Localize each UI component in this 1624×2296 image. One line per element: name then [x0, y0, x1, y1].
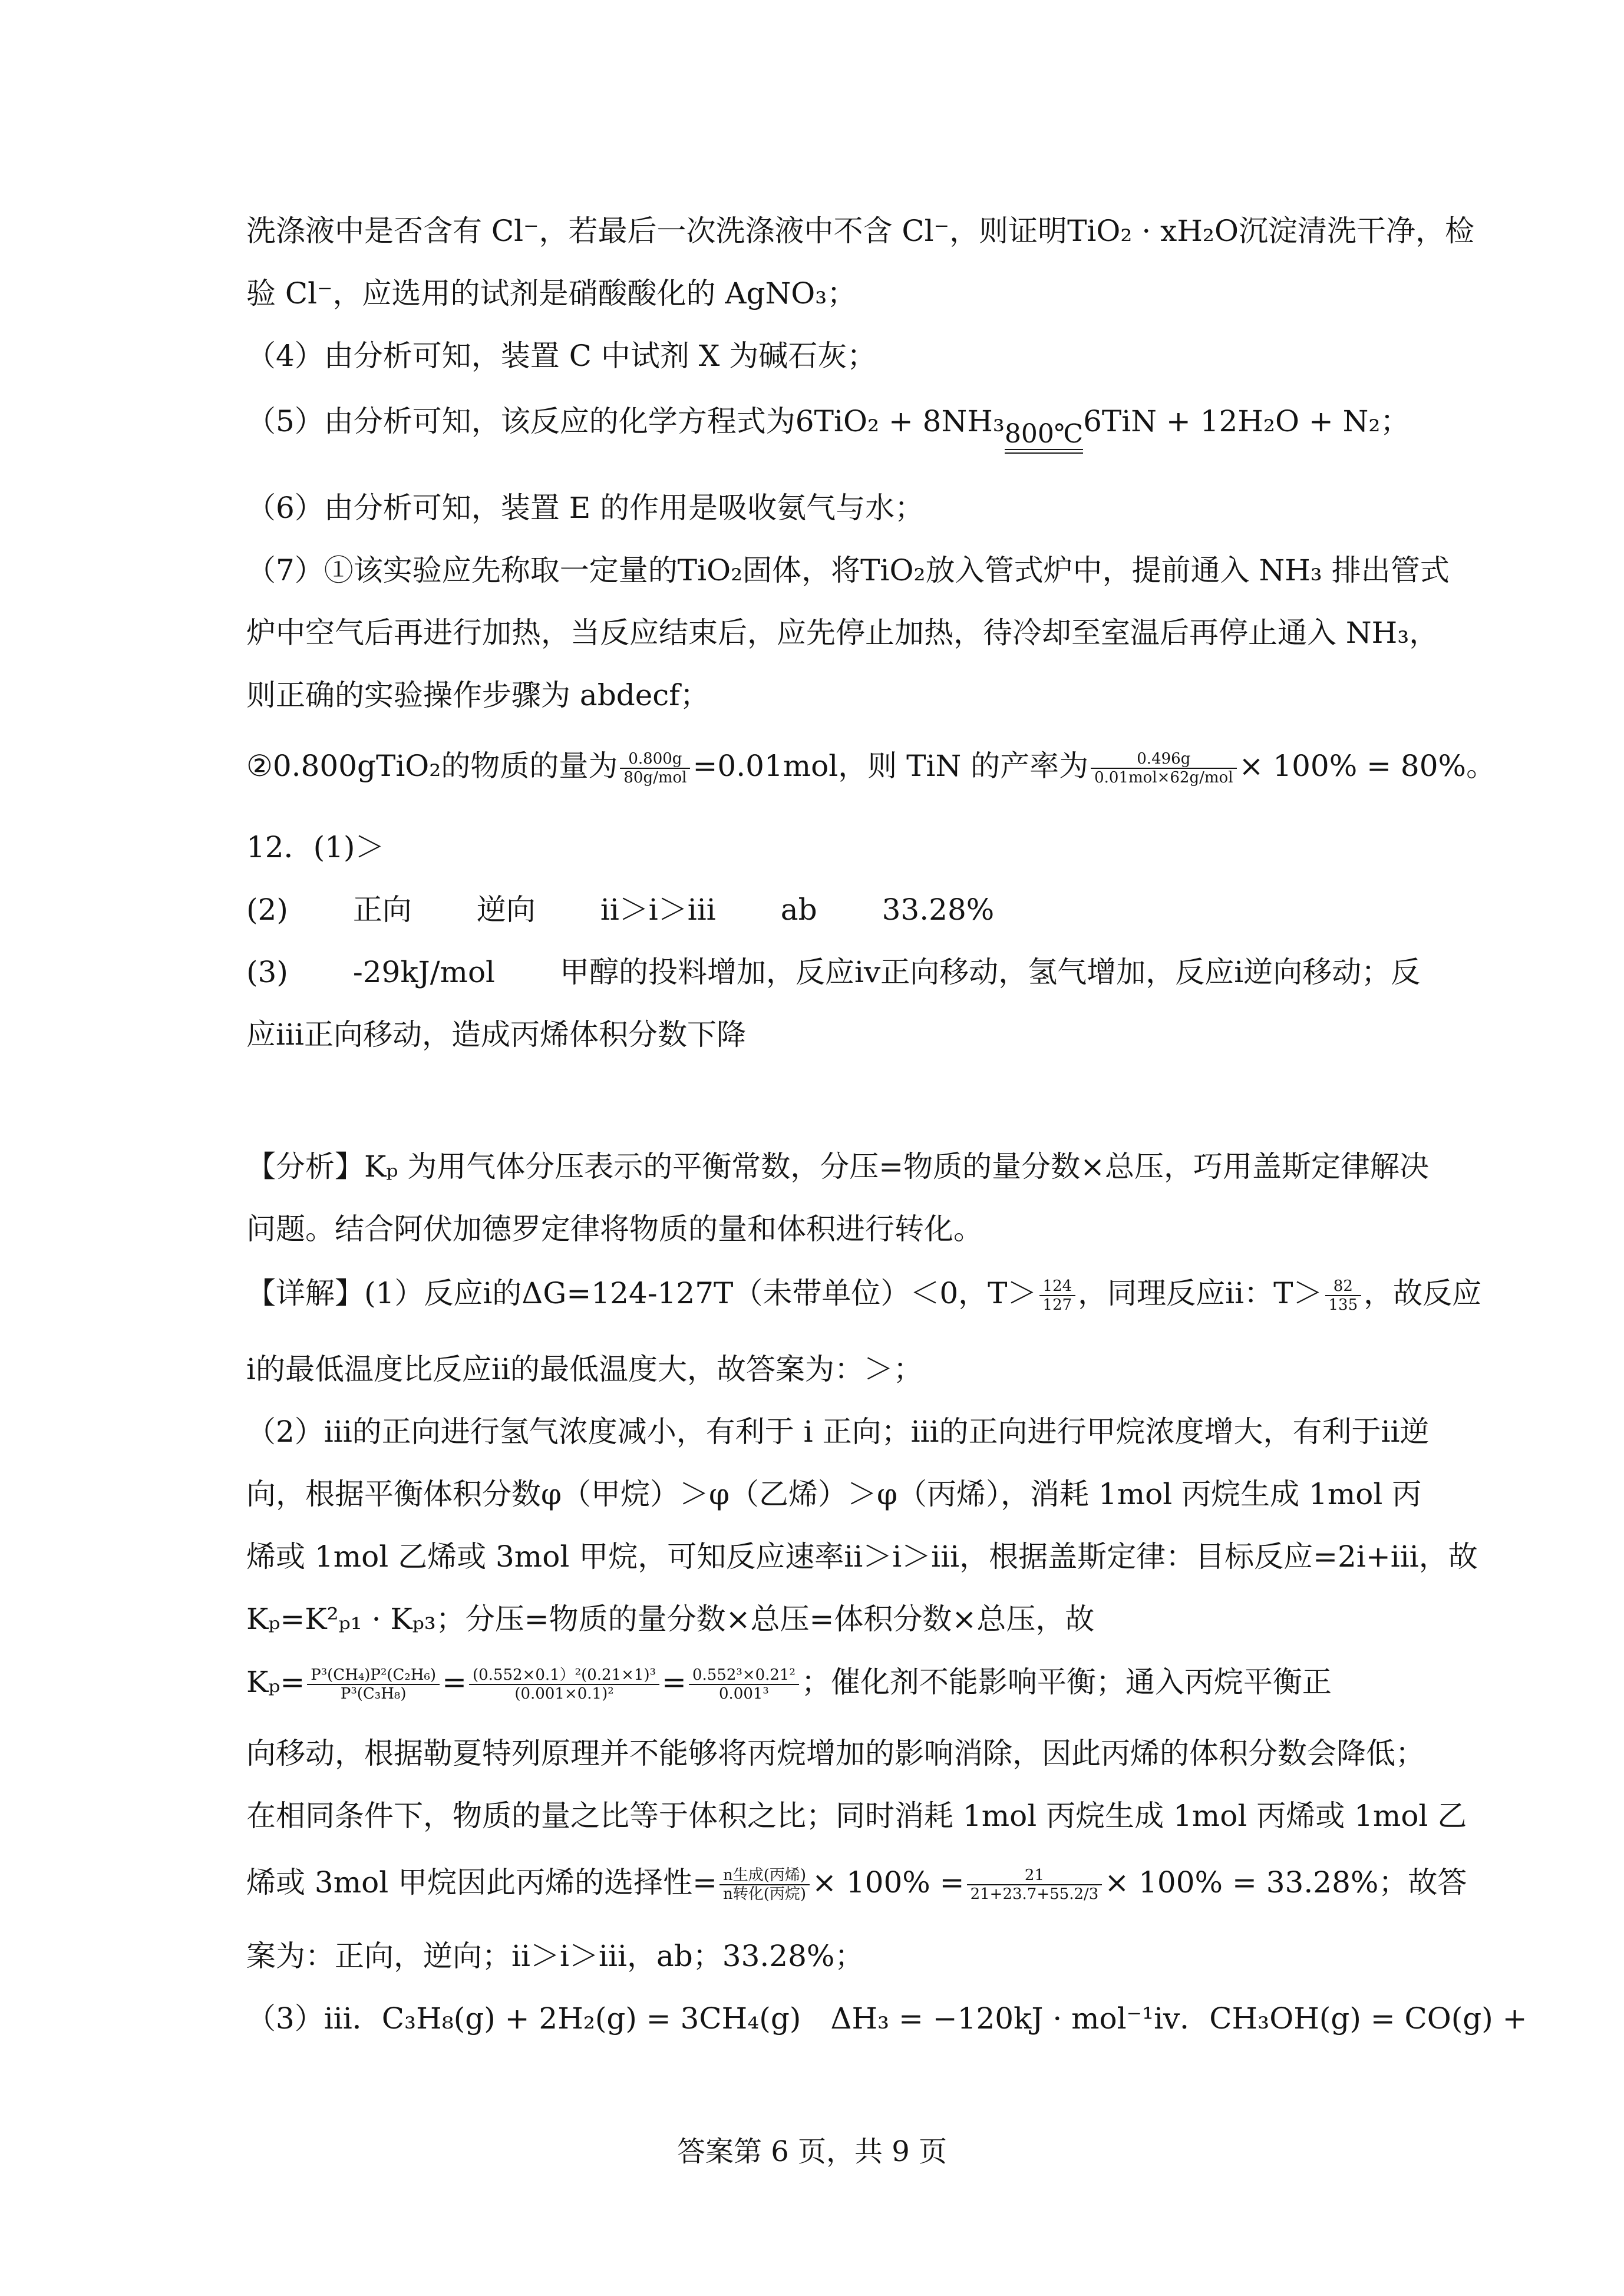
fraction: $\frac{\text{n生成(丙烯)}}{\text{n转化(丙烷)}}$ — [719, 1866, 810, 1903]
page-footer: 答案第 6 页，共 9 页 — [676, 2135, 948, 2168]
kp-equation-line: Kₚ= $\frac{\text{P³(CH₄)P²(C₂H₆)}}{\text{P³(C₃H₈)}}$ = $\frac{\text{(0.552×0.1）²(0.21×1)³}}{\text{(0.001×0.1)²}}$ = $\frac{\text{0.552³×0.21²}}{\text{0.001³}}$ ；催化剂不能影响平衡；通入丙烷平衡正 — [246, 1665, 1332, 1703]
text-line: Kₚ=K²ₚ₁ · Kₚ₃；分压=物质的量分数×总压=体积分数×总压，故 — [246, 1602, 1095, 1636]
fraction: $\frac{21}{21+23.7+55.2/3}$ — [967, 1866, 1103, 1903]
fraction: $\frac{0.800g}{\text{80g/mol}}$ — [620, 750, 690, 787]
text-line: 炉中空气后再进行加热，当反应结束后，应先停止加热，待冷却至室温后再停止通入 NH₃， — [246, 616, 1439, 650]
equation-right: 6TiN + 12H₂O + N₂； — [1083, 404, 1410, 438]
analysis-line: 【分析】Kₚ 为用气体分压表示的平衡常数，分压=物质的量分数×总压，巧用盖斯定律解决 — [246, 1149, 1430, 1184]
fraction: $\frac{0.496g}{\text{0.01mol×62g/mol}}$ — [1091, 750, 1236, 787]
equation-left: （5）由分析可知，该反应的化学方程式为6TiO₂ + 8NH₃ — [246, 404, 1005, 438]
text-line: 问题。结合阿伏加德罗定律将物质的量和体积进行转化。 — [246, 1212, 983, 1246]
text-line: （6）由分析可知，装置 E 的作用是吸收氨气与水； — [246, 491, 925, 525]
fraction: $\frac{82}{135}$ — [1325, 1277, 1362, 1314]
text-line: 在相同条件下，物质的量之比等于体积之比；同时消耗 1mol 丙烷生成 1mol 丙烯或 1mol 乙 — [246, 1799, 1467, 1833]
answer-row-3: (3) -29kJ/mol 甲醇的投料增加，反应iv正向移动，氢气增加，反应i逆向移动；反 — [246, 955, 1421, 989]
text-line: 向移动，根据勒夏特列原理并不能够将丙烷增加的影响消除，因此丙烯的体积分数会降低； — [246, 1736, 1425, 1770]
text-line: （7）①该实验应先称取一定量的TiO₂固体，将TiO₂放入管式炉中，提前通入 NH₃ 排出管式 — [246, 553, 1450, 587]
text-line: i的最低温度比反应ii的最低温度大，故答案为：＞； — [246, 1352, 923, 1386]
text-line: 应iii正向移动，造成丙烯体积分数下降 — [246, 1017, 746, 1052]
text-line: 验 Cl⁻，应选用的试剂是硝酸酸化的 AgNO₃； — [246, 276, 857, 310]
equation-line — [246, 389, 1410, 454]
fraction: $\frac{\text{(0.552×0.1）²(0.21×1)³}}{\text{(0.001×0.1)²}}$ — [469, 1666, 659, 1703]
text-line: 向，根据平衡体积分数φ（甲烷）＞φ（乙烯）＞φ（丙烯），消耗 1mol 丙烷生成 1mol 丙 — [246, 1477, 1422, 1511]
detail-line: 【详解】(1）反应i的ΔG=124-127T（未带单位）＜0，T＞ $\frac{124}{127}$ ，同理反应ii：T＞ $\frac{82}{135}$ ，故反应 — [246, 1276, 1482, 1314]
text-line: （2）iii的正向进行氢气浓度减小，有利于 i 正向；iii的正向进行甲烷浓度增大，有利于ii逆 — [246, 1415, 1430, 1449]
text-line: 案为：正向，逆向；ii＞i＞iii，ab；33.28%； — [246, 1939, 864, 1973]
text-line: （3）iii．C₃H₈(g) + 2H₂(g) = 3CH₄(g) ΔH₃ = −120kJ · mol⁻¹iv．CH₃OH(g) = CO(g) + — [246, 2001, 1527, 2036]
text-line: 烯或 1mol 乙烯或 3mol 甲烷，可知反应速率ii＞i＞iii，根据盖斯定律：目标反应=2i+iii，故 — [246, 1540, 1478, 1574]
fraction: $\frac{\text{P³(CH₄)P²(C₂H₆)}}{\text{P³(C₃H₈)}}$ — [307, 1666, 440, 1703]
fraction: $\frac{124}{127}$ — [1039, 1277, 1076, 1314]
reaction-condition: 800℃ — [1005, 419, 1083, 454]
selectivity-line: 烯或 3mol 甲烷因此丙烯的选择性= $\frac{\text{n生成(丙烯)}}{\text{n转化(丙烷)}}$ × 100% = $\frac{21}{21+23.7+55.2/3}$ × 100% = 33.28%；故答 — [246, 1865, 1467, 1903]
question-number: 12．(1)＞ — [246, 830, 385, 864]
yield-line: ②0.800gTiO₂的物质的量为 $\frac{0.800g}{\text{80g/mol}}$ =0.01mol，则 TiN 的产率为 $\frac{0.496g}{\text{0.01mol×62g/mol}}$ × 100% = 80%。 — [246, 749, 1496, 787]
text-line: （4）由分析可知，装置 C 中试剂 X 为碱石灰； — [246, 339, 877, 373]
fraction: $\frac{\text{0.552³×0.21²}}{\text{0.001³}}$ — [689, 1666, 799, 1703]
text-line: 则正确的实验操作步骤为 abdecf； — [246, 678, 709, 712]
text-line: 洗涤液中是否含有 Cl⁻，若最后一次洗涤液中不含 Cl⁻，则证明TiO₂ · xH₂O沉淀清洗干净，检 — [246, 214, 1474, 248]
answer-row-2: (2) 正向 逆向 ii＞i＞iii ab 33.28% — [246, 893, 995, 927]
